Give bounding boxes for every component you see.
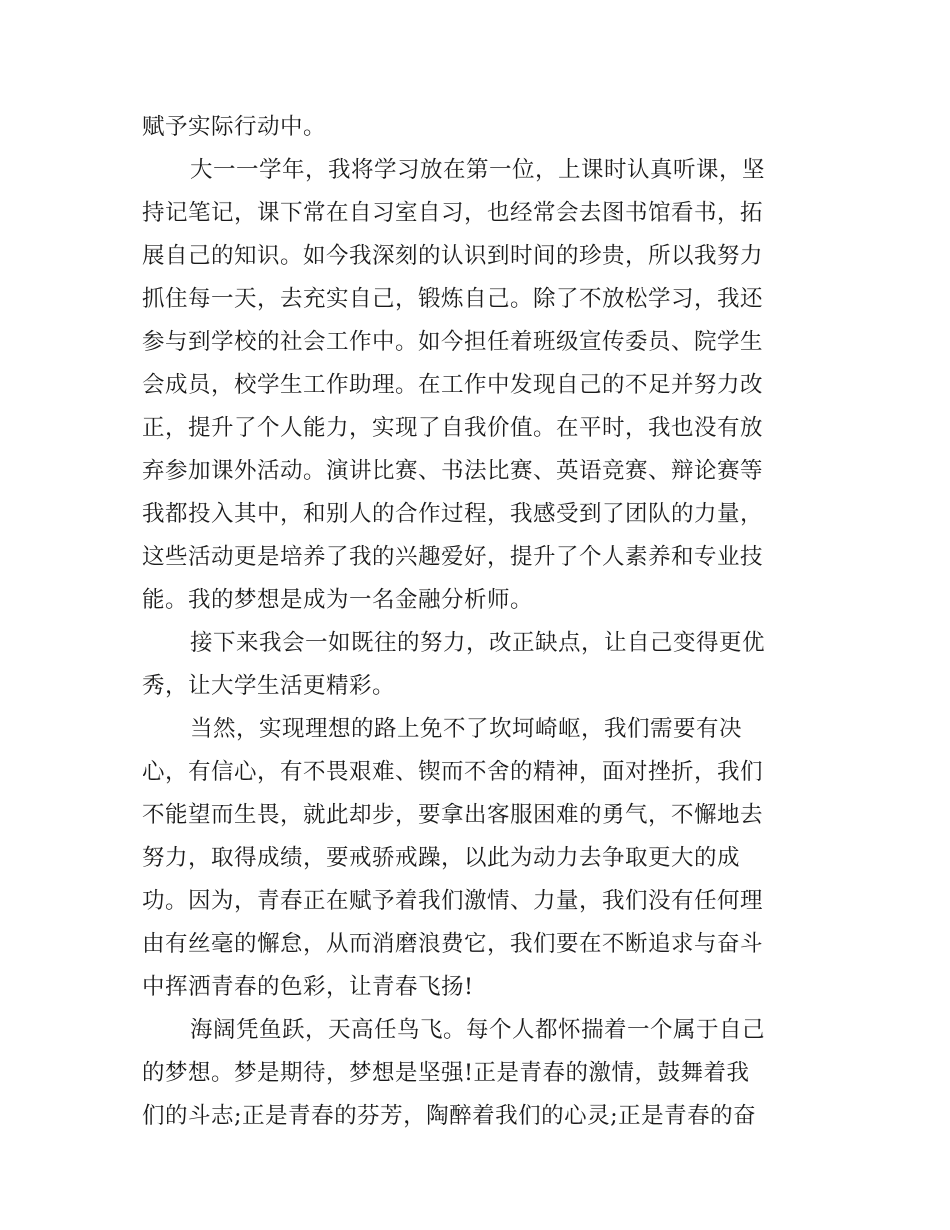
text-line-14: 秀，让大学生活更精彩。 — [142, 673, 396, 699]
text-line-5: 抓住每一天，去充实自己，锻炼自己。除了不放松学习，我还 — [142, 286, 764, 312]
text-line-3: 持记笔记，课下常在自习室自习，也经常会去图书馆看书，拓 — [142, 200, 764, 226]
text-line-21: 中挥洒青春的色彩，让青春飞扬! — [142, 974, 474, 1000]
text-line-13: 接下来我会一如既往的努力，改正缺点，让自己变得更优 — [190, 630, 766, 656]
text-line-22: 海阔凭鱼跃，天高任鸟飞。每个人都怀揣着一个属于自己 — [190, 1017, 766, 1043]
text-line-23: 的梦想。梦是期待，梦想是坚强!正是青春的激情，鼓舞着我 — [142, 1060, 750, 1086]
text-line-15: 当然，实现理想的路上免不了坎坷崎岖，我们需要有决 — [190, 716, 743, 742]
text-line-18: 努力，取得成绩，要戒骄戒躁，以此为动力去争取更大的成 — [142, 845, 741, 871]
text-line-1: 赋予实际行动中。 — [142, 114, 327, 140]
text-line-17: 不能望而生畏，就此却步，要拿出客服困难的勇气，不懈地去 — [142, 802, 764, 828]
text-line-6: 参与到学校的社会工作中。如今担任着班级宣传委员、院学生 — [142, 329, 764, 355]
text-line-4: 展自己的知识。如今我深刻的认识到时间的珍贵，所以我努力 — [142, 243, 764, 269]
text-line-19: 功。因为，青春正在赋予着我们激情、力量，我们没有任何理 — [142, 888, 764, 914]
text-line-11: 这些活动更是培养了我的兴趣爱好，提升了个人素养和专业技 — [142, 544, 764, 570]
text-line-2: 大一一学年，我将学习放在第一位，上课时认真听课，坚 — [190, 157, 766, 183]
text-line-20: 由有丝毫的懈怠，从而消磨浪费它，我们要在不断追求与奋斗 — [142, 931, 764, 957]
text-line-9: 弃参加课外活动。演讲比赛、书法比赛、英语竞赛、辩论赛等 — [142, 458, 764, 484]
text-line-24: 们的斗志;正是青春的芬芳，陶醉着我们的心灵;正是青春的奋 — [142, 1103, 757, 1129]
text-line-16: 心，有信心，有不畏艰难、锲而不舍的精神，面对挫折，我们 — [142, 759, 764, 785]
text-line-8: 正，提升了个人能力，实现了自我价值。在平时，我也没有放 — [142, 415, 764, 441]
text-line-12: 能。我的梦想是成为一名金融分析师。 — [142, 587, 534, 613]
text-line-10: 我都投入其中，和别人的合作过程，我感受到了团队的力量， — [142, 501, 764, 527]
text-line-7: 会成员，校学生工作助理。在工作中发现自己的不足并努力改 — [142, 372, 764, 398]
